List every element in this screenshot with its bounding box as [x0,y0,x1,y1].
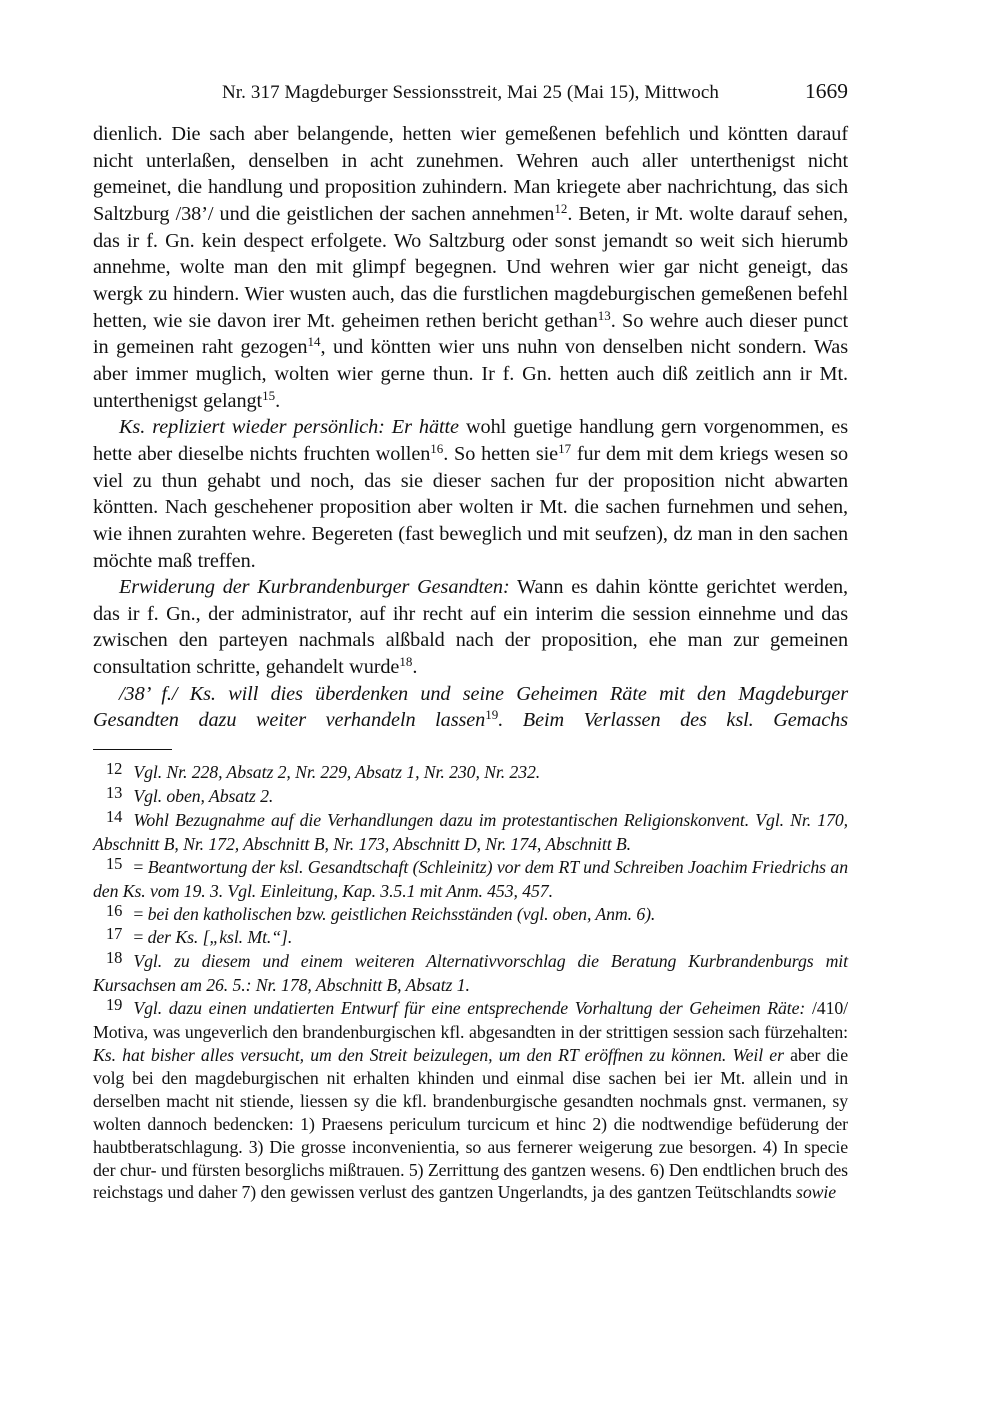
text-segment: Wann es dahin köntte gerichtet werden, das ir f. Gn., der administrator, auf ihr recht auf ein interim die session einnehme und das zwischen den parteyen nachmals alßbald nach der proposition, ehe man zur gemeinen consultation schritte, gehandelt wurde [93,576,848,679]
footnote [93,853,848,903]
footnote-number: 12 [106,759,123,779]
text-segment: Wohl Bezugnahme auf die Verhandlungen dazu im protestantischen Religionskonvent. Vgl. Nr. 170, Abschnitt B, Nr. 172, Abschnitt B, Nr. 173, Abschnitt D, Nr. 174, Abschnitt B. [93,809,848,854]
text-segment: , und köntten wier uns nuhn von denselben nicht sondern. Was aber immer muglich, wolten wier gerne thun. Ir f. Gn. hetten auch diß zeitlich ann ir Mt. unterthenigst gelangt [93,336,848,412]
text-segment: Ks. repliziert wieder persönlich: Er hätte [119,416,459,439]
text-segment: Vgl. Nr. 228, Absatz 2, Nr. 229, Absatz 1, Nr. 230, Nr. 232. [133,762,541,783]
footnote-marker: 19 [485,707,499,723]
footnote-marker: 18 [399,654,413,670]
text-segment: Erwiderung der Kurbrandenburger Gesandten: [119,576,510,599]
paragraph [93,574,848,681]
footnote-marker: 17 [558,440,572,456]
text-segment: /410/ Motiva, was ungeverlich den brandenburgischen kfl. abgesandten in der strittigen session sach fürzehalten: [93,998,849,1043]
footnote-number: 16 [106,900,123,920]
page-content-column [93,79,849,1204]
text-segment: . [275,389,281,412]
main-text-block [93,121,848,734]
text-segment: = [133,927,148,948]
text-segment: bei den katholischen bzw. geistlichen Reichsständen (vgl. oben, Anm. 6). [147,903,656,924]
footnote [93,997,848,1204]
text-segment: Ks. hat bisher alles versucht, um den Streit beizulegen, um den RT eröffnen zu können. Weil er [93,1044,791,1065]
footnote-number: 14 [106,806,123,826]
text-segment: Vgl. oben, Absatz 2. [133,786,274,806]
text-segment: . Beten, ir Mt. wolte darauf sehen, das ir f. Gn. kein despect erfolgete. Wo Saltzburg oder sonst jemandt so weit sich hierumb annehme, wolte man den mit glimpf begegnen. Und wehren wier gar nicht geneigt, das wergk zu hindern. Wier wusten auch, das die furstlichen magdeburgischen gemeßenen befehl hetten, wie sie davon irer Mt. geheimen rethen bericht gethan [93,202,848,332]
paragraph [93,414,848,574]
footnote [93,806,848,856]
text-segment: . [412,656,418,679]
text-segment: Vgl. zu diesem und einem weiteren Alternativvorschlag die Beratung Kurbrandenburgs mit Kursachsen am 26. 5.: Nr. 178, Abschnitt B, Absatz 1. [93,951,848,996]
footnote-marker: 14 [307,334,321,350]
text-segment: /38’ f./ Ks. will dies überdenken und seine Geheimen Räte mit den Magdeburger Gesandten dazu weiter verhandeln lassen [93,682,848,732]
footnote-marker: 13 [597,307,611,323]
footnote-number: 13 [106,783,123,802]
text-segment: . Beim Verlassen des ksl. Gemachs [498,709,848,732]
running-head [93,79,848,108]
footnote [93,785,848,809]
footnote-marker: 15 [262,387,276,403]
footnotes-block [93,761,848,1204]
footnote-marker: 16 [430,440,444,456]
text-segment: . So hetten sie [443,442,559,465]
text-segment: = [133,903,148,924]
text-segment: Vgl. dazu einen undatierten Entwurf für eine entsprechende Vorhaltung der Geheimen Räte: [133,998,806,1019]
text-segment: dienlich. Die sach aber belangende, hetten wier gemeßenen befehlich und köntten darauf nicht unterlaßen, denselben in acht zunehmen. Wehren auch aller unterthenigst nicht gemeinet, die handlung und proposition zuhindern. Man kriegete aber nachrichtung, das sich Saltzburg /38’/ und die geistlichen der sachen annehmen [93,123,848,225]
text-segment: sowie [796,1182,837,1203]
footnote-marker: 12 [554,200,568,216]
paragraph [93,681,848,734]
footnote-number: 18 [106,948,123,968]
footnote-number: 19 [106,995,123,1015]
footnote [93,761,848,785]
text-segment: wohl guetige handlung gern vorgenommen, es hette aber dieselbe nichts fruchten wollen [93,416,848,465]
text-segment: fur dem mit dem kriegs wesen so viel zu thun gehabt und noch, das sie dieser sachen fur der proposition nicht abwarten köntten. Nach geschehener proposition aber wolten ir Mt. die sachen furnehmen und sehen, wie ihnen zurahten wehre. Begereten (fast beweglich und mit seufzen), dz man in den sachen möchte maß treffen. [93,442,848,572]
text-segment: = [133,856,148,877]
text-segment: der Ks. [„ksl. Mt.“]. [147,927,293,948]
footnote [93,926,848,950]
text-segment: . So wehre auch dieser punct in gemeinen raht gezogen [93,309,848,359]
paragraph [93,121,848,414]
page-number: 1669 [805,79,848,103]
footnote [93,950,848,997]
footnote-number: 15 [106,853,123,873]
text-segment: Beantwortung der ksl. Gesandtschaft (Schleinitz) vor dem RT und Schreiben Joachim Friedrichs an den Ks. vom 19. 3. Vgl. Einleitung, Kap. 3.5.1 mit Anm. 453, 457. [93,856,848,901]
running-head-title: Nr. 317 Magdeburger Sessionsstreit, Mai 25 (Mai 15), Mittwoch [221,82,720,103]
text-segment: aber die volg bei den magdeburgischen nit erhalten khinden und einmal dise sachen bei ier Mt. allein und in derselben macht nit stiende, liessen sy die kfl. brandenburgische gesandten nochmals gnst. vermanen, sy wolten dannoch bedencken: 1) Praesens periculum turcicum et hinc 2) die nodtwendige befüderung der haubtberatschlagung. 3) Die grosse inconvenientia, so aus fernerer weigerung zue besorgen. 4) In specie der chur- und fürsten besorglichs mißtrauen. 5) Zerrittung des gantzen wesens. 6) Den endtlichen bruch des reichstags und daher 7) den gewissen verlust des gantzen Ungerlandts, ja des gantzen Teütschlandts [93,1044,848,1203]
footnote-separator-rule [93,749,172,750]
footnote [93,900,848,927]
footnote-number: 17 [106,924,123,944]
